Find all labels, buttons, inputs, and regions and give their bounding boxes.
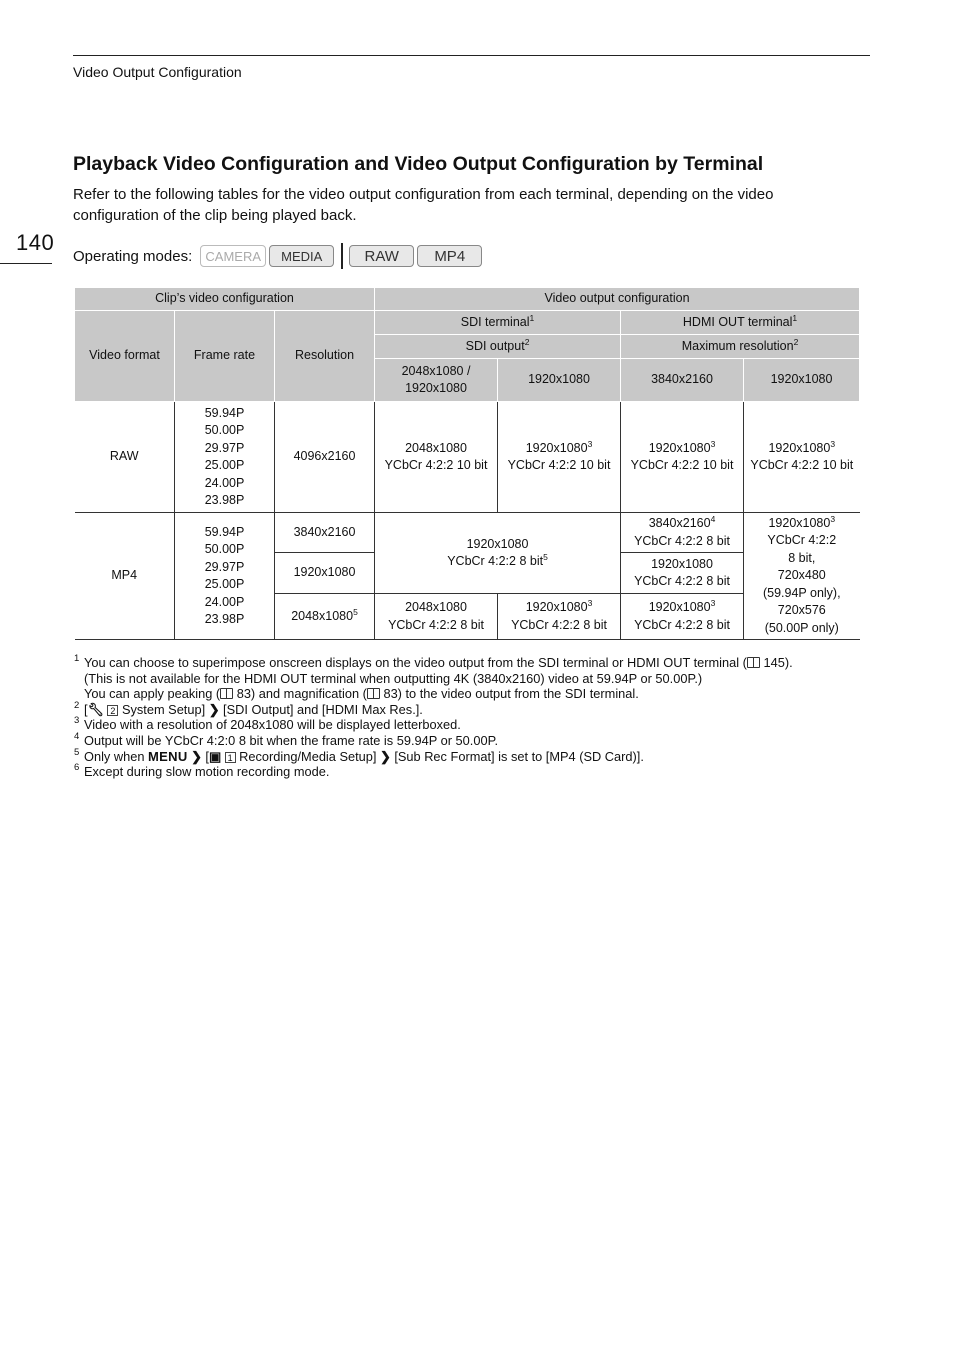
book-icon	[367, 688, 380, 699]
mp4-resolution-2048: 2048x1080$^5$	[275, 594, 375, 640]
menu-button-icon: MENU	[148, 748, 188, 764]
header-video-format: Video format	[75, 311, 175, 402]
header-hdmi-1920: 1920x1080	[744, 359, 860, 402]
footnote-1: 1 You can choose to superimpose onscreen displays on the video output from the SDI terminal or HDMI OUT terminal ( 145). (This is not available for the HDMI OUT terminal when outputting 4K (3840x2160) video at 59.94P or 50.00P.) You can apply peaking ( 83) and magnification ( 83) to the video output from the SDI terminal.	[74, 653, 793, 702]
header-hdmi-3840: 3840x2160	[621, 359, 744, 402]
mp4-frame-rates: 59.94P 50.00P 29.97P 25.00P 24.00P 23.98P	[175, 513, 275, 640]
mp4-sdi-b-r3: 1920x1080$^3$ YCbCr 4:2:2 8 bit	[498, 594, 621, 640]
wrench-icon: 🔧︎	[87, 701, 104, 717]
raw-resolution: 4096x2160	[275, 402, 375, 513]
header-resolution: Resolution	[275, 311, 375, 402]
mp4-format: MP4	[75, 513, 175, 640]
header-sdi-2048-1920: 2048x1080 / 1920x1080	[375, 359, 498, 402]
section-title: Playback Video Configuration and Video Output Configuration by Terminal	[73, 153, 764, 175]
mp4-hdmi-a-r1: 3840x2160$^4$ YCbCr 4:2:2 8 bit	[621, 513, 744, 553]
operating-modes	[73, 243, 485, 269]
table-row-mp4-1	[75, 513, 860, 553]
footnote-4: 4 Output will be YCbCr 4:2:0 8 bit when the frame rate is 59.94P or 50.00P.	[74, 730, 499, 748]
section-intro: Refer to the following tables for the video output configuration from each terminal, depending on the video configuration of the clip being played back.	[73, 186, 774, 224]
footnote-6: 6 Except during slow motion recording mode.	[74, 762, 330, 780]
mp4-resolution-3840: 3840x2160	[275, 513, 375, 553]
mode-camera-badge: CAMERA	[200, 245, 266, 267]
header-sdi-terminal: SDI terminal$^1$	[375, 311, 621, 335]
mode-mp4-badge: MP4	[417, 245, 482, 267]
running-head: Video Output Configuration	[73, 64, 242, 80]
mp4-resolution-1920: 1920x1080	[275, 553, 375, 594]
top-rule	[73, 55, 870, 56]
raw-hdmi-b: 1920x1080$^3$ YCbCr 4:2:2 10 bit	[744, 402, 860, 513]
mp4-sdi-a-r3: 2048x1080 YCbCr 4:2:2 8 bit	[375, 594, 498, 640]
menu-page-box: 1	[225, 752, 236, 763]
mp4-hdmi-a-r2: 1920x1080 YCbCr 4:2:2 8 bit	[621, 553, 744, 594]
mode-raw-badge: RAW	[349, 245, 414, 267]
raw-hdmi-a: 1920x1080$^3$ YCbCr 4:2:2 10 bit	[621, 402, 744, 513]
header-sdi-1920: 1920x1080	[498, 359, 621, 402]
chevron-right-icon: ❯	[191, 748, 202, 764]
header-max-resolution: Maximum resolution$^2$	[621, 335, 860, 359]
footnote-3: 3 Video with a resolution of 2048x1080 will be displayed letterboxed.	[74, 715, 461, 733]
chevron-right-icon: ❯	[380, 748, 391, 764]
page-number-rule	[0, 263, 52, 264]
book-icon	[220, 688, 233, 699]
mp4-sdi-merged: 1920x1080 YCbCr 4:2:2 8 bit$^5$	[375, 513, 621, 594]
book-icon	[747, 657, 760, 668]
header-hdmi-terminal: HDMI OUT terminal$^1$	[621, 311, 860, 335]
mp4-hdmi-a-r3: 1920x1080$^3$ YCbCr 4:2:2 8 bit	[621, 594, 744, 640]
table-row-raw	[75, 402, 860, 513]
mp4-hdmi-b: 1920x1080$^3$ YCbCr 4:2:2 8 bit, 720x480 (59.94P only), 720x576 (50.00P only)	[744, 513, 860, 640]
raw-sdi-b: 1920x1080$^3$ YCbCr 4:2:2 10 bit	[498, 402, 621, 513]
footnotes	[74, 655, 864, 780]
page-number: 140	[16, 230, 55, 255]
output-config-table	[74, 287, 860, 640]
raw-frame-rates: 59.94P 50.00P 29.97P 25.00P 24.00P 23.98P	[175, 402, 275, 513]
header-frame-rate: Frame rate	[175, 311, 275, 402]
footnote-2: 2 [🔧︎ 2 System Setup] ❯ [SDI Output] and [HDMI Max Res.].	[74, 699, 423, 717]
mode-media-badge: MEDIA	[269, 245, 334, 267]
menu-page-box: 2	[107, 705, 118, 716]
chevron-right-icon: ❯	[208, 701, 220, 717]
operating-modes-label: Operating modes:	[73, 247, 193, 265]
camera-setup-icon: ▣	[208, 748, 222, 764]
mode-separator	[341, 243, 343, 269]
raw-format: RAW	[75, 402, 175, 513]
header-output-config: Video output configuration	[375, 288, 860, 311]
header-sdi-output: SDI output$^2$	[375, 335, 621, 359]
raw-sdi-a: 2048x1080 YCbCr 4:2:2 10 bit	[375, 402, 498, 513]
footnote-5: 5 Only when MENU ❯ [▣ 1 Recording/Media Setup] ❯ [Sub Rec Format] is set to [MP4 (SD Card)].	[74, 746, 644, 764]
header-clip-config: Clip’s video configuration	[75, 288, 375, 311]
